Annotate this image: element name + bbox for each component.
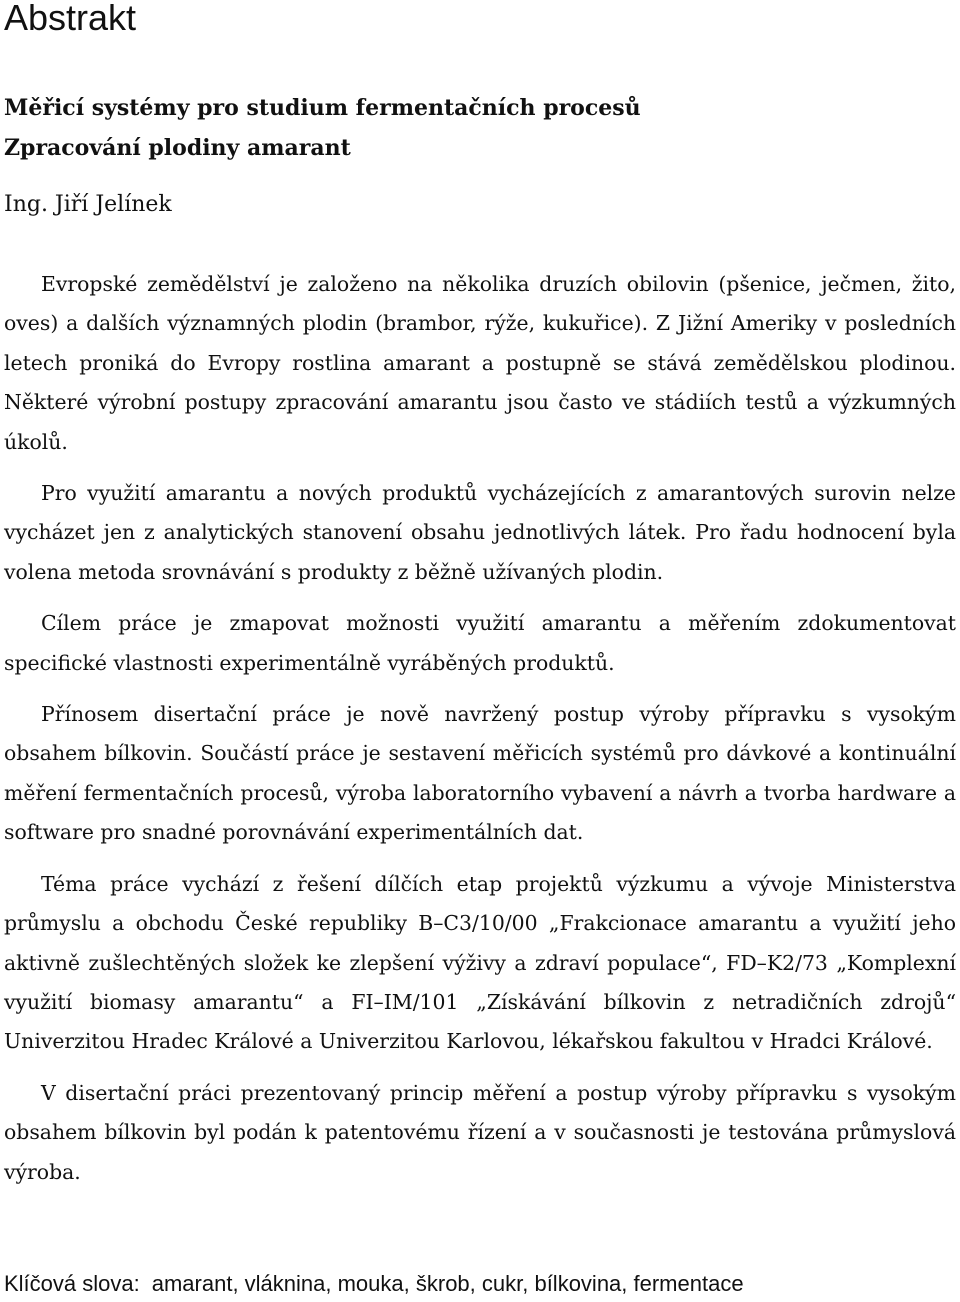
- thesis-title-2: Zpracování plodiny amarant: [4, 135, 351, 161]
- abstract-paragraph-6: V disertační práci prezentovaný princip měření a postup výroby přípravku s vysokým obsahem bílkovin byl podán k patentovému řízení a v současnosti je testována průmyslová výroba.: [4, 1080, 956, 1184]
- abstract-paragraph-4: Přínosem disertační práce je nově navržený postup výroby přípravku s vysokým obsahem bílkovin. Součástí práce je sestavení měřicích systémů pro dávkové a kontinuální měření fermentačních procesů, výroba laboratorního vybavení a návrh a tvorba hardware a software pro snadné porovnávání experimentálních dat.: [4, 702, 956, 845]
- abstract-paragraph-2: Pro využití amarantu a nových produktů vycházejících z amarantových surovin nelze vycházet jen z analytických stanovení obsahu jednotlivých látek. Pro řadu hodnocení byla volena metoda srovnávání s produkty z běžně užívaných plodin.: [4, 481, 956, 584]
- abstract-paragraph-3: Cílem práce je zmapovat možnosti využití amarantu a měřením zdokumentovat specifické vlastnosti experimentálně vyráběných produktů.: [4, 611, 956, 675]
- abstract-paragraph-5: Téma práce vychází z řešení dílčích etap projektů výzkumu a vývoje Ministerstva průmyslu a obchodu České republiky B–C3/10/00 „Frakcionace amarantu a využití jeho aktivně zušlechtěných složek ke zlepšení výživy a zdraví populace“, FD–K2/73 „Komplexní využití biomasy amarantu“ a FI–IM/101 „Získávání bílkovin z netradičních zdrojů“ Univerzitou Hradec Králové a Univerzitou Karlovou, lékařskou fakultou v Hradci Králové.: [4, 871, 956, 1054]
- abstract-body: [4, 265, 956, 1204]
- thesis-title-1: Měřicí systémy pro studium fermentačních procesů: [4, 95, 641, 121]
- page-heading: Abstrakt: [4, 0, 137, 38]
- abstract-paragraph-1: Evropské zemědělství je založeno na několika druzích obilovin (pšenice, ječmen, žito, oves) a dalších významných plodin (brambor, rýže, kukuřice). Z Jižní Ameriky v posledních letech proniká do Evropy rostlina amarant a postupně se stává zemědělskou plodinou. Některé výrobní postupy zpracování amarantu jsou často ve stádiích testů a výzkumných úkolů.: [4, 272, 956, 454]
- author-name: Ing. Jiří Jelínek: [4, 192, 172, 217]
- keywords-line: [4, 1266, 956, 1302]
- keywords-value: amarant, vláknina, mouka, škrob, cukr, bílkovina, fermentace: [151, 1271, 744, 1296]
- keywords-label: Klíčová slova:: [4, 1271, 140, 1296]
- thesis-titles: [4, 88, 956, 168]
